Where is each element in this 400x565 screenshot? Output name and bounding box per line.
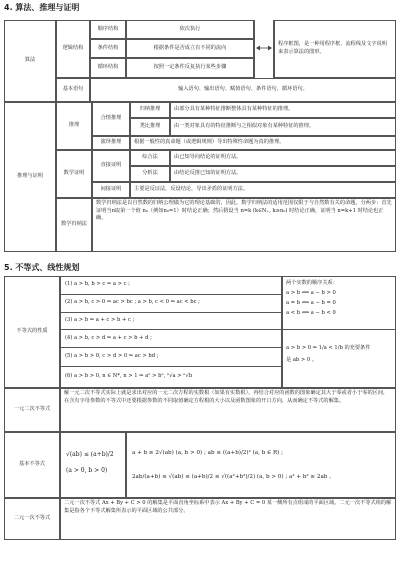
logic-structure-label: 逻辑结构 [56,20,90,78]
property-6: (6) a > b > 0, n ∈ N*, n > 1 ⇒ aⁿ > bⁿ, ⁿ√a > ⁿ√b [65,373,193,379]
order-relation-1: a > b ⟺ a − b > 0 [286,290,336,296]
am-gm-condition: (a > 0, b > 0) [66,467,108,474]
property-list [60,276,282,388]
structure-desc-2: 根据条件是否成立有不同的流向 [126,39,254,58]
reciprocal-condition-2: 是 ab > 0 。 [286,357,318,363]
inductive-reasoning-desc: 由部分具有某种特征推断整体具有某种特征的推理。 [170,102,396,118]
property-5: (5) a > b > 0, c > d > 0 ⇒ ac > bd ; [65,353,159,359]
math-induction-label: 数学归纳法 [56,198,92,252]
proof-label: 推理与证明 [4,102,56,252]
reasoning-label: 推理 [56,102,92,150]
deductive-reasoning-desc: 根据一般性的真命题（或逻辑规则）导出特殊性命题为真的推理。 [130,136,396,150]
variant-line-1: a + b ≥ 2√(ab) (a, b > 0) ; ab ≤ ((a+b)/2)² (a, b ∈ R) ; [132,450,284,456]
property-4: (4) a > b, c > d ⇒ a + c > b + d ; [65,335,152,341]
analogy-reasoning-label: 类比推理 [130,118,170,136]
order-relation-3: a < b ⟺ a − b < 0 [286,310,336,316]
flowchart-desc: 程序框图，是一种用程序框、流程线及文字说明来表示算法的图形。 [274,20,396,78]
property-3: (3) a > b ⇒ a + c > b + c ; [65,317,135,323]
algo-label: 算法 [4,20,56,102]
section-4-title: 4. 算法、推理与证明 [4,3,80,12]
structure-desc-3: 按照一定条件反复执行某些步骤 [126,58,254,78]
order-relation-box [282,276,396,388]
basic-statement-label: 基本语句 [56,78,90,102]
basic-inequality-variants [126,432,396,498]
basic-statement-desc: 输入语句、输出语句、赋值语句、条件语句、循环语句。 [90,78,396,102]
analogy-reasoning-desc: 由一类对象具有的特征推断与之相似对象有某种特征的推理。 [170,118,396,136]
variant-line-2: 2ab/(a+b) ≤ √(ab) ≤ (a+b)/2 ≤ √((a²+b²)/2) (a, b > 0) ; a² + b² ≥ 2ab 。 [132,474,335,480]
property-2: (2) a > b, c > 0 ⇒ ac > bc ; a > b, c < 0 ⇒ ac < bc ; [65,299,200,305]
inductive-reasoning-label: 归纳推理 [130,102,170,118]
indirect-proof-label: 间接证明 [92,182,130,198]
order-relation-2: a = b ⟺ a − b = 0 [286,300,336,306]
linear-inequality-desc: 二元一次不等式 Ax + By + C > 0 的解集是平面直角坐标系中表示 Ax + By + C = 0 某一侧所有点组成的平面区域。二元一次不等式组的解集是指各个不等式解集所表示的平面区域的公共部分。 [60,498,396,540]
structure-desc-1: 依次执行 [126,20,254,39]
linear-inequality-label: 二元一次不等式 [4,498,60,540]
deductive-reasoning-label: 演绎推理 [92,136,130,150]
double-arrow-icon [255,20,273,76]
structure-name-1: 顺序结构 [90,20,126,39]
quadratic-inequality-label: 一元二次不等式 [4,388,60,432]
analysis-desc: 由结论反推已知的证明方法。 [170,166,396,182]
synthesis-desc: 由已知导向结论的证明方法。 [170,150,396,166]
synthesis-label: 综合法 [130,150,170,166]
analysis-label: 分析法 [130,166,170,182]
basic-inequality-main [60,432,126,498]
plausible-reasoning-label: 合情推理 [92,102,130,136]
inequality-property-label: 不等式的性质 [4,276,60,388]
am-gm-formula: √(ab) ≤ (a+b)/2 [66,451,114,458]
reciprocal-condition: a > b > 0 ⇒ 1/a < 1/b 的充要条件 [286,345,371,351]
order-relation-title: 两个实数的顺序关系： [286,280,338,286]
direct-proof-label: 直接证明 [92,150,130,182]
basic-inequality-label: 基本不等式 [4,432,60,498]
structure-name-3: 循环结构 [90,58,126,78]
quadratic-inequality-desc: 解一元二次不等式实际上就是求出对应的一元二次方程的实数根（如果有实数根），再结合对应的函数的图象确定其大于零或者小于零的区间，在含有字母参数的不等式中还要根据参数的不同取值确定方程根的大小以及函数图象的开口方向，从而确定不等式的解集。 [60,388,396,432]
structure-name-2: 条件结构 [90,39,126,58]
double-arrow-area [254,20,274,78]
math-proof-label: 数学证明 [56,150,92,198]
math-induction-desc: 数学归纳法是以自然数的归纳公理做为它的理论基础的，因此，数学归纳法的适用范围仅限于与自然数有关的命题。分两步：首先证明当n取第一个值 n₀（例如n₀=1）时结论正确；然后假设当 n=k (k∈N₊, k≥n₀) 时结论正确，证明当 n=k+1 时结论也正确。 [92,198,396,252]
property-1: (1) a > b, b > c ⇒ a > c ; [65,281,130,287]
indirect-proof-desc: 主要是反证法，反设结论，导出矛盾的证明方法。 [130,182,396,198]
section-5-title: 5. 不等式、线性规划 [4,263,80,272]
